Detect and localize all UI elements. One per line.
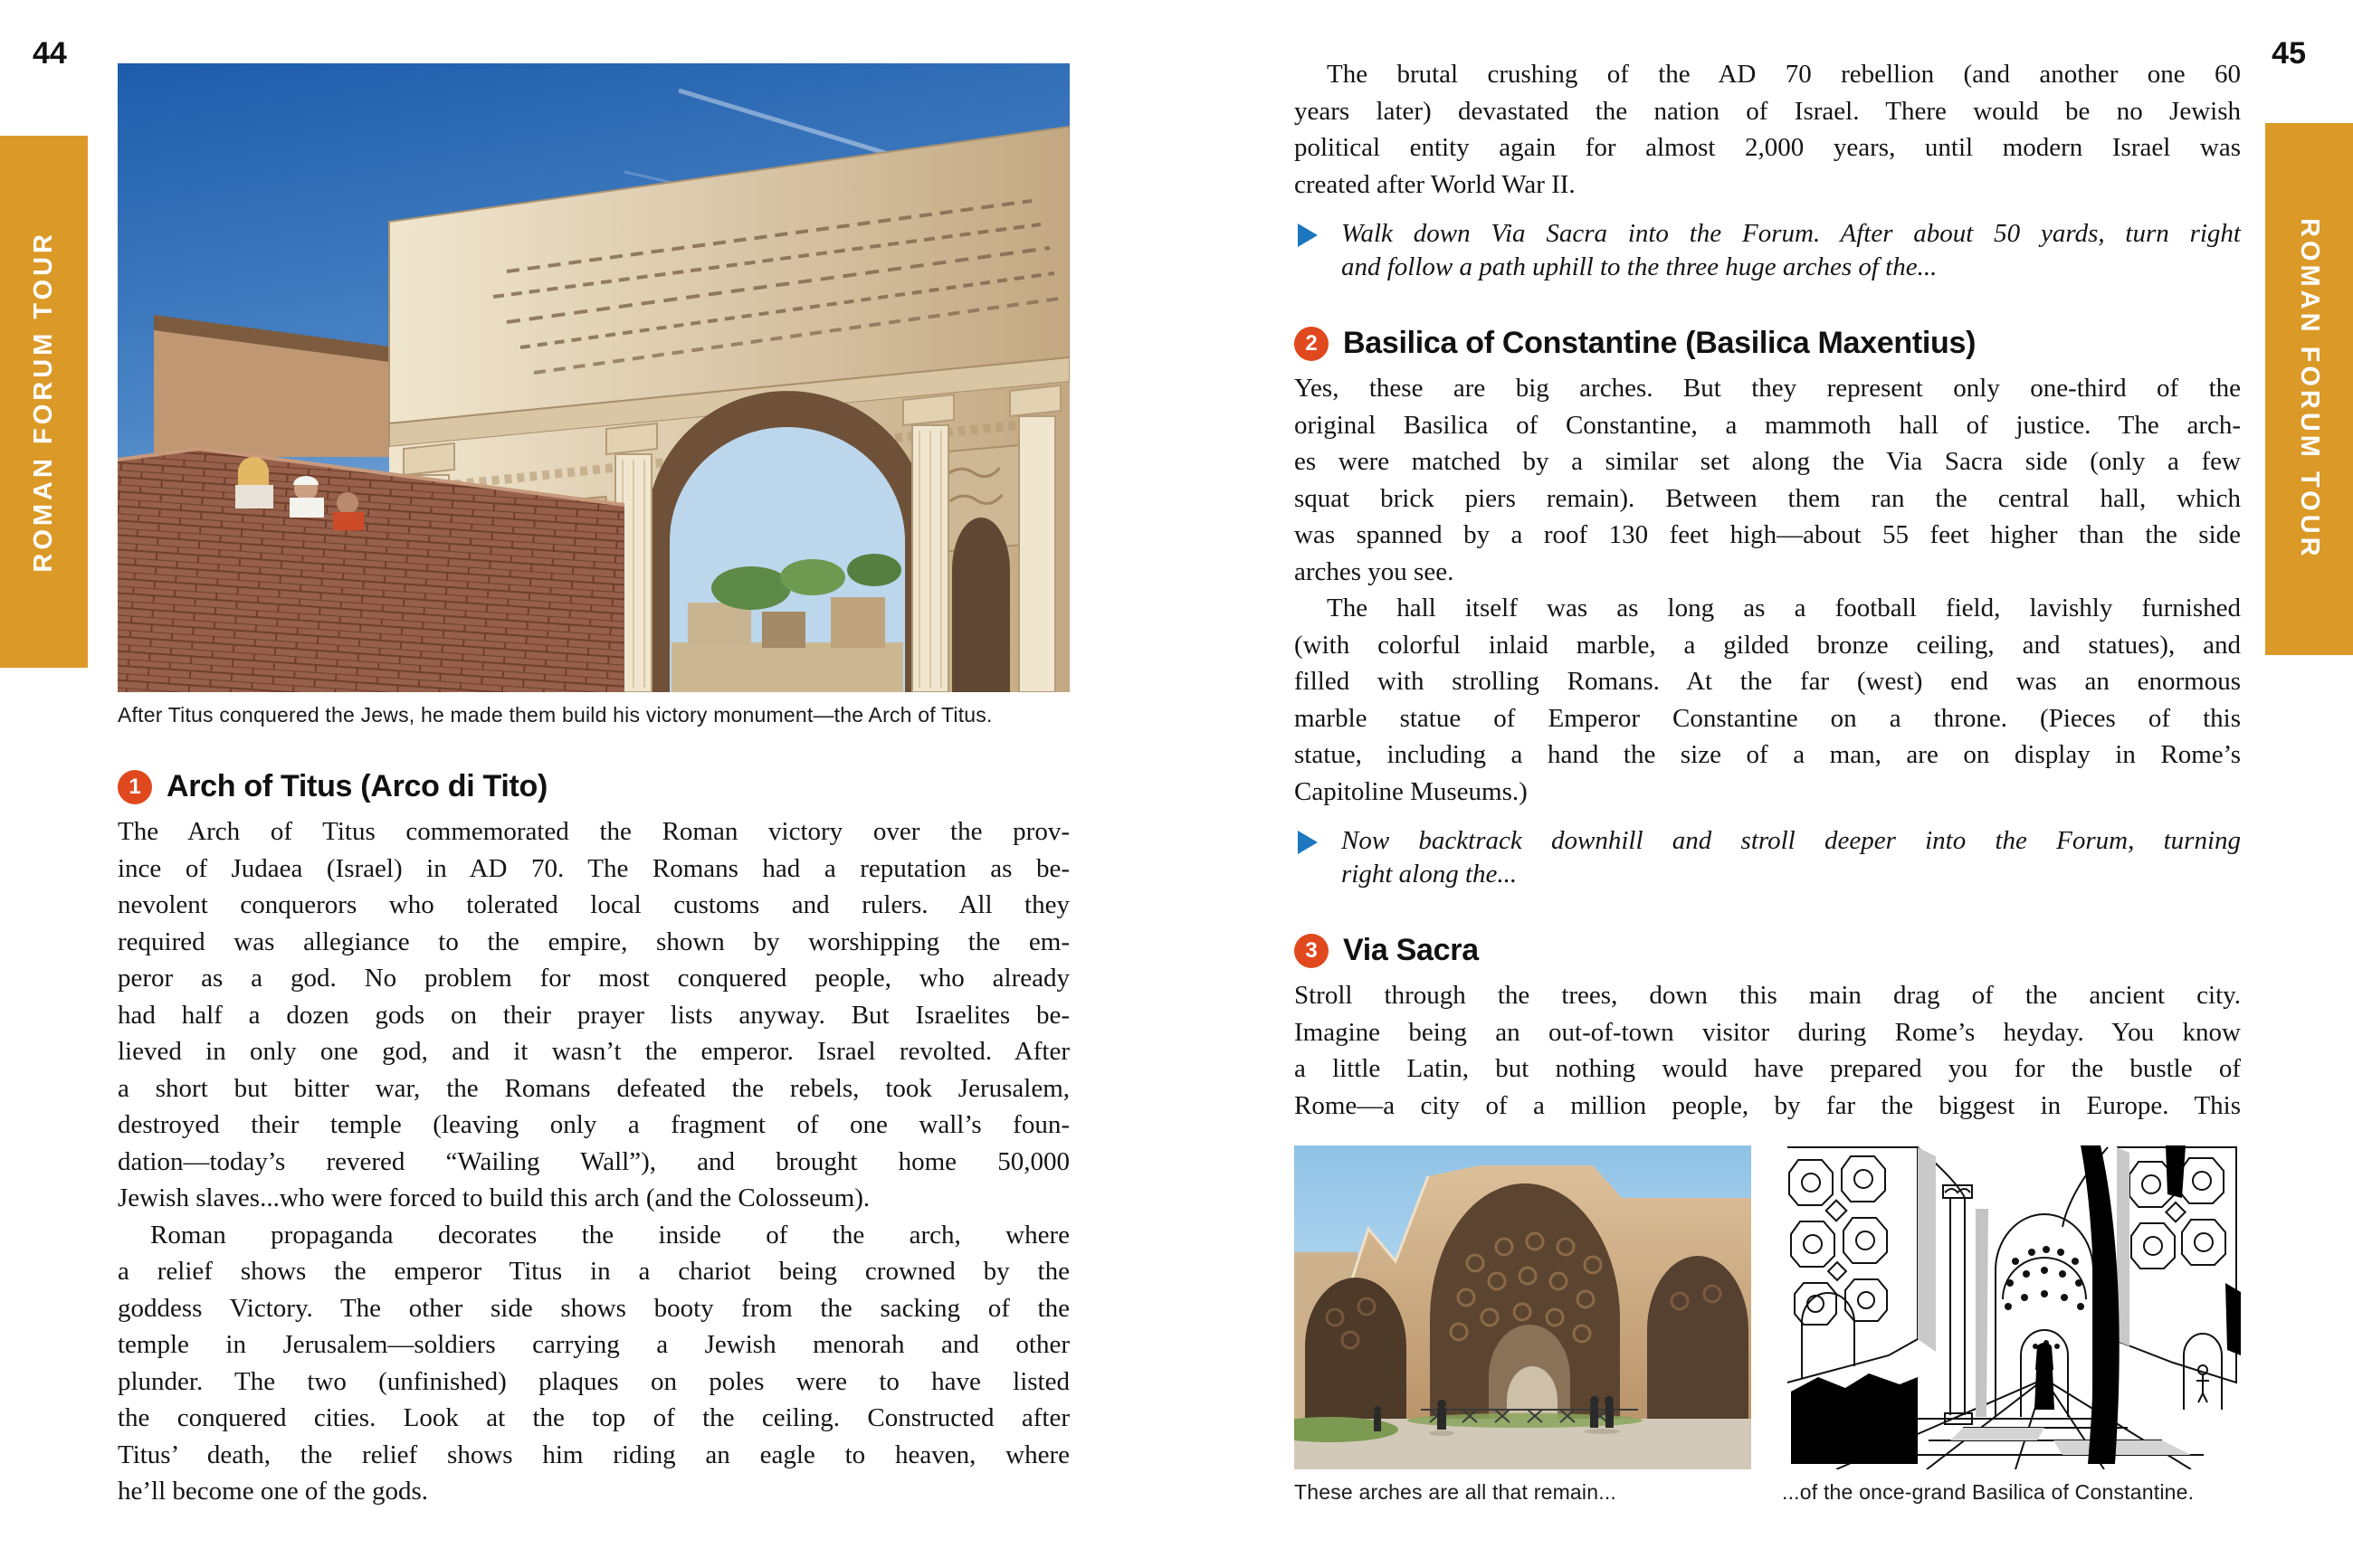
right-page-column xyxy=(1294,56,2241,1505)
body-line: a short but bitter war, the Romans defeated the rebels, took Jerusalem, xyxy=(118,1073,1070,1103)
body-line: a relief shows the emperor Titus in a chariot being crowned by the xyxy=(118,1257,1070,1286)
body-line: Titus’ death, the relief shows him riding an eagle to heaven, where xyxy=(118,1440,1070,1469)
body-line: es were matched by a similar set along the Via Sacra side (only a few xyxy=(1294,447,2241,476)
body-paragraph xyxy=(1294,977,2241,1124)
body-line: created after World War II. xyxy=(1294,169,1576,199)
body-line: Stroll through the trees, down this main drag of the ancient city. xyxy=(1294,981,2241,1010)
walking-direction xyxy=(1294,217,2241,284)
left-page-body xyxy=(118,769,1070,1510)
photo-caption: After Titus conquered the Jews, he made them build his victory monument—the Arch of Titus. xyxy=(118,703,993,727)
basilica-drawing-illustration xyxy=(1782,1145,2241,1469)
body-line: years later) devastated the nation of Israel. There would be no Jewish xyxy=(1294,96,2241,126)
walking-direction-text xyxy=(1341,824,2241,891)
body-line: nevolent conquerors who tolerated local customs and rulers. All they xyxy=(118,890,1070,919)
body-paragraph xyxy=(1294,56,2241,203)
figure-caption-arches: These arches are all that remain... xyxy=(1294,1480,1616,1504)
body-line: (with colorful inlaid marble, a gilded bronze ceiling, and statues), and xyxy=(1294,630,2241,660)
walk-arrow-icon xyxy=(1298,831,1318,854)
walking-direction-line: right along the... xyxy=(1341,860,1518,889)
body-line: Jewish slaves...who were forced to build this arch (and the Colosseum). xyxy=(118,1183,871,1212)
body-line: Rome—a city of a million people, by far the biggest in Europe. This xyxy=(1294,1090,2241,1120)
figure-drawing xyxy=(1782,1145,2241,1505)
walking-direction-line: and follow a path uphill to the three huge arches of the... xyxy=(1341,252,1938,281)
body-line: destroyed their temple (leaving only a fragment of one wall’s foun- xyxy=(118,1110,1070,1139)
body-paragraph xyxy=(1294,370,2241,590)
body-line: lieved in only one god, and it wasn’t the emperor. Israel revolted. After xyxy=(118,1037,1070,1066)
section-heading xyxy=(118,769,1070,804)
body-paragraph xyxy=(1294,590,2241,810)
body-line: peror as a god. No problem for most conquered people, who already xyxy=(118,964,1070,993)
page-number-left: 44 xyxy=(33,36,67,71)
section-heading-label: Via Sacra xyxy=(1343,933,1479,967)
body-line: The brutal crushing of the AD 70 rebellion (and another one 60 xyxy=(1327,60,2241,89)
walk-arrow-icon xyxy=(1298,223,1318,247)
chapter-tab-right xyxy=(2265,123,2353,655)
walking-direction-line: Walk down Via Sacra into the Forum. After about 50 yards, turn right xyxy=(1341,219,2241,248)
walking-direction-text xyxy=(1341,217,2241,284)
walking-direction-line: Now backtrack downhill and stroll deeper into the Forum, turning xyxy=(1341,826,2241,855)
body-line: political entity again for almost 2,000 years, until modern Israel was xyxy=(1294,133,2241,162)
body-line: temple in Jerusalem—soldiers carrying a Jewish menorah and other xyxy=(118,1330,1070,1359)
body-line: dation—today’s revered “Wailing Wall”), and brought home 50,000 xyxy=(118,1146,1070,1176)
right-page-body xyxy=(1294,56,2241,1124)
body-paragraph xyxy=(118,813,1070,1217)
body-line: ince of Judaea (Israel) in AD 70. The Romans had a reputation as be- xyxy=(118,853,1070,883)
chapter-tab-left xyxy=(0,136,88,668)
arch-of-titus-photo xyxy=(118,63,1070,692)
body-paragraph xyxy=(118,1217,1070,1510)
section-heading-label: Arch of Titus (Arco di Tito) xyxy=(167,769,548,803)
body-line: Capitoline Museums.) xyxy=(1294,776,1528,806)
body-line: original Basilica of Constantine, a mammoth hall of justice. The arch- xyxy=(1294,410,2241,440)
chapter-tab-left-label: ROMAN FORUM TOUR xyxy=(29,231,58,573)
body-line: required was allegiance to the empire, shown by worshipping the em- xyxy=(118,927,1070,956)
body-line: filled with strolling Romans. At the far (west) end was an enormous xyxy=(1294,667,2241,696)
section-heading xyxy=(1294,933,2241,968)
basilica-arches-photo xyxy=(1294,1145,1751,1469)
body-line: Imagine being an out-of-town visitor during Rome’s heyday. You know xyxy=(1294,1017,2241,1047)
body-line: The hall itself was as long as a football field, lavishly furnished xyxy=(1327,594,2241,622)
left-page-column xyxy=(118,63,1070,1510)
section-heading-label: Basilica of Constantine (Basilica Maxentius) xyxy=(1343,326,1977,360)
body-line: marble statue of Emperor Constantine on a throne. (Pieces of this xyxy=(1294,703,2241,733)
body-line: had half a dozen gods on their prayer lists anyway. But Israelites be- xyxy=(118,1000,1070,1030)
chapter-tab-right-label: ROMAN FORUM TOUR xyxy=(2295,218,2324,560)
body-line: goddess Victory. The other side shows booty from the sacking of the xyxy=(118,1293,1070,1323)
body-line: Roman propaganda decorates the inside of the arch, where xyxy=(150,1220,1070,1250)
body-line: squat brick piers remain). Between them ran the central hall, which xyxy=(1294,483,2241,513)
section-heading xyxy=(1294,326,2241,361)
body-line: he’ll become one of the gods. xyxy=(118,1477,429,1506)
body-line: arches you see. xyxy=(1294,556,1454,586)
body-line: a little Latin, but nothing would have prepared you for the bustle of xyxy=(1294,1054,2241,1083)
stop-number-badge: 2 xyxy=(1294,327,1329,361)
body-line: statue, including a hand the size of a man, are on display in Rome’s xyxy=(1294,740,2241,769)
body-line: The Arch of Titus commemorated the Roman victory over the prov- xyxy=(118,817,1070,846)
figure-arches xyxy=(1294,1145,1751,1505)
page-number-right: 45 xyxy=(2272,36,2306,71)
stop-number-badge: 3 xyxy=(1294,934,1329,968)
walking-direction xyxy=(1294,824,2241,891)
body-line: plunder. The two (unfinished) plaques on poles were to have listed xyxy=(118,1366,1070,1396)
figure-caption-drawing: ...of the once-grand Basilica of Constantine. xyxy=(1782,1480,2195,1504)
body-line: Yes, these are big arches. But they represent only one-third of the xyxy=(1294,374,2241,403)
stop-number-badge: 1 xyxy=(118,770,152,804)
body-line: was spanned by a roof 130 feet high—about 55 feet higher than the side xyxy=(1294,520,2241,549)
figure-row xyxy=(1294,1145,2241,1505)
body-line: the conquered cities. Look at the top of the ceiling. Constructed after xyxy=(118,1403,1070,1432)
